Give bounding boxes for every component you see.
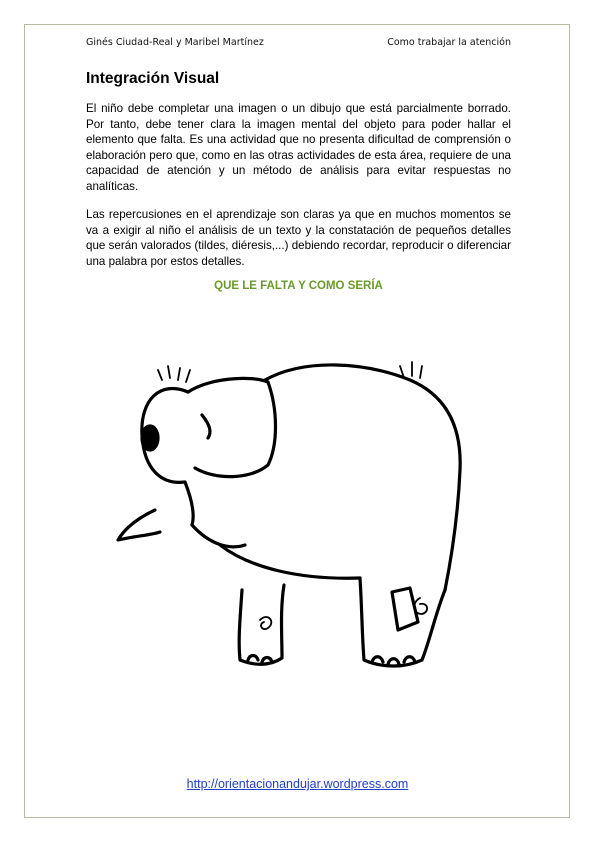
elephant-drawing [100,340,480,680]
elephant-head-hair [158,366,190,382]
paragraph-1: El niño debe completar una imagen o un dibujo que está parcialmente borrado. Por tanto, debe tener clara la imagen mental del objeto para poder hallar el elemento que falta. Es una actividad que no presenta dificultad de comprensión o elaboración pero que, como en las otras actividades de esta área, requiere de una capacidad de atención y un método de análisis para evitar respuestas no analíticas. [86,102,511,193]
elephant-tusk [118,510,160,540]
elephant-swirl-rear [414,598,427,614]
elephant-chin [192,525,245,547]
elephant-back [265,365,460,590]
header-topic: Como trabajar la atención [387,37,511,48]
elephant-toes-front [248,656,272,663]
footer-website-link[interactable]: http://orientacionandujar.wordpress.com [186,777,409,791]
paragraph-2: Las repercusiones en el aprendizaje son claras ya que en muchos momentos se va a exigir al niño el análisis de un texto y la constatación de pequeños detalles que serán valorados (tildes, diéresis,...) debiendo recordar, reproducir o diferenciar una palabra por estos detalles. [86,208,511,268]
header-authors: Ginés Ciudad-Real y Maribel Martínez [86,37,264,48]
elephant-ear [188,378,276,476]
elephant-back-hair [400,362,422,378]
section-title: Integración Visual [86,70,220,87]
elephant-ear-fold [202,415,210,438]
elephant-swirl-front [260,617,271,629]
elephant-eye [142,426,158,450]
elephant-head [142,389,193,525]
exercise-subtitle: QUE LE FALTA Y COMO SERÍA [214,280,383,292]
elephant-belly [220,545,360,578]
